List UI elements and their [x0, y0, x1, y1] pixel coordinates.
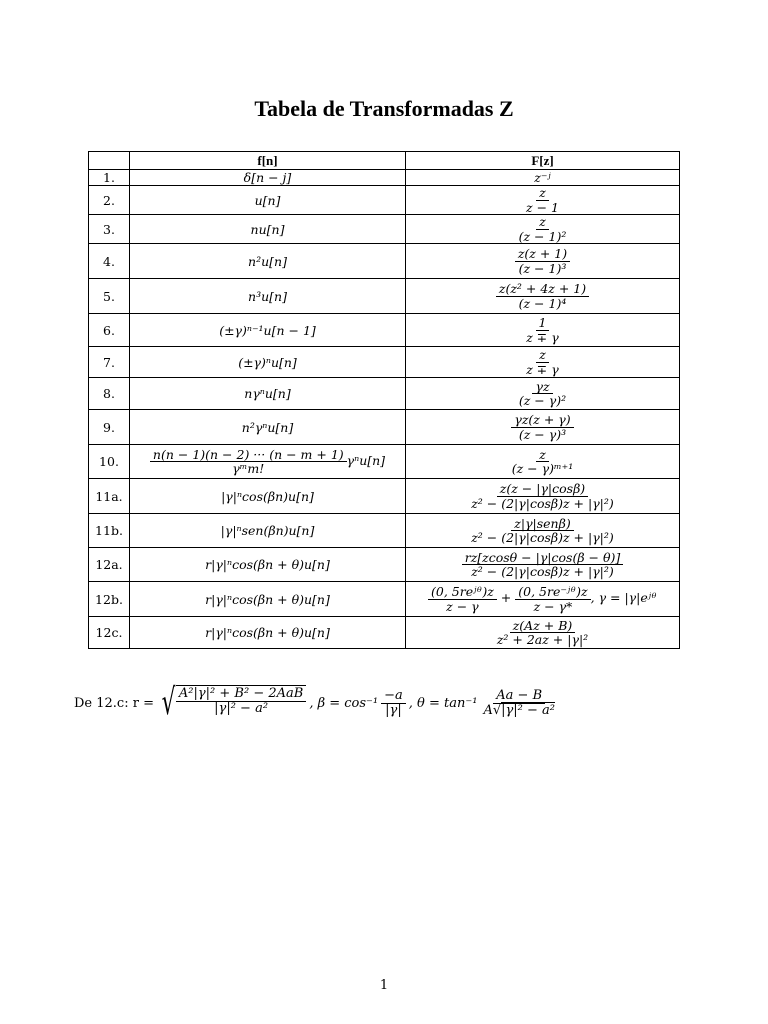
row-fz — [406, 378, 680, 410]
row-fn: u[n] — [130, 186, 406, 215]
fz-fraction — [516, 215, 570, 242]
row-fz — [406, 215, 680, 244]
row-fn: (±γ)ⁿu[n] — [130, 347, 406, 378]
row-fn — [130, 445, 406, 479]
table-row — [89, 410, 680, 445]
fz-denominator: z² − (2|γ|cosβ)z + |γ|²) — [471, 564, 614, 579]
row-fz — [406, 582, 680, 617]
fz-denominator: z² + 2az + |γ|² — [496, 632, 589, 647]
radicand — [176, 685, 306, 721]
fz-numerator: 1 — [536, 316, 550, 330]
row-fz — [406, 514, 680, 548]
row-fz — [406, 244, 680, 279]
fz-fraction — [468, 482, 617, 509]
table-row — [89, 514, 680, 548]
fz-fraction — [509, 448, 577, 475]
theta-lead: , θ = tan⁻¹ — [408, 695, 478, 711]
fz-tail: , γ = |γ|eʲᶿ — [590, 590, 657, 606]
footnote-formula — [74, 682, 558, 723]
z-transform-table — [88, 151, 680, 649]
fz-fraction — [511, 413, 573, 440]
fz-numerator: z — [536, 186, 549, 200]
row-number: 12a. — [89, 548, 130, 582]
row-number: 10. — [89, 445, 130, 479]
theta-den-root: |γ|² − a² — [501, 702, 555, 718]
sqrt-r — [157, 682, 306, 723]
row-fz — [406, 548, 680, 582]
fz-denominator: z ∓ γ — [526, 361, 559, 377]
fz-fraction — [462, 551, 624, 578]
row-fz — [406, 347, 680, 378]
row-number: 11a. — [89, 479, 130, 514]
fz-denominator-b: z − γ* — [533, 598, 573, 614]
row-fn: nu[n] — [130, 215, 406, 244]
theta-numerator: Aa − B — [493, 689, 545, 704]
row-number: 8. — [89, 378, 130, 410]
row-fz — [406, 479, 680, 514]
table-header-row — [89, 152, 680, 170]
fz-fraction — [523, 316, 561, 343]
fz-fraction — [496, 282, 589, 309]
fz-numerator: z — [536, 448, 549, 462]
plus-sign: + — [500, 590, 512, 606]
row-fn: r|γ|ⁿcos(βn + θ)u[n] — [130, 548, 406, 582]
fz-fraction — [523, 348, 561, 375]
fn-tail: γⁿu[n] — [346, 453, 386, 468]
header-fz: F[z] — [406, 152, 680, 170]
fn-numerator: n(n − 1)(n − 2) ··· (n − m + 1) — [150, 448, 347, 462]
row-fn: nγⁿu[n] — [130, 378, 406, 410]
row-fn: (±γ)ⁿ⁻¹u[n − 1] — [130, 314, 406, 347]
fz-fraction — [516, 380, 569, 407]
row-fz: z⁻ʲ — [406, 170, 680, 186]
row-number: 12b. — [89, 582, 130, 617]
fz-numerator: rz[zcosθ − |γ|cos(β − θ)] — [462, 551, 624, 565]
fz-denominator: (z − 1)⁴ — [518, 295, 567, 311]
header-blank — [89, 152, 130, 170]
row-fn: r|γ|ⁿcos(βn + θ)u[n] — [130, 617, 406, 649]
table-row — [89, 582, 680, 617]
r-numerator: A²|γ|² + B² − 2AaB — [176, 687, 306, 702]
row-fn: n²γⁿu[n] — [130, 410, 406, 445]
r-fraction — [176, 687, 306, 715]
row-number: 1. — [89, 170, 130, 186]
row-fz — [406, 186, 680, 215]
theta-denominator — [480, 704, 558, 718]
row-fn: δ[n − j] — [130, 170, 406, 186]
fz-fraction — [515, 247, 570, 274]
fz-numerator: z — [536, 215, 549, 229]
table-row — [89, 186, 680, 215]
row-fz — [406, 410, 680, 445]
fz-denominator: z − 1 — [526, 199, 559, 215]
table-row — [89, 279, 680, 314]
fz-numerator: z|γ|senβ) — [511, 517, 573, 531]
row-number: 7. — [89, 347, 130, 378]
fz-fraction — [523, 186, 562, 213]
fz-denominator: (z − γ)³ — [518, 426, 567, 442]
table-row — [89, 548, 680, 582]
fz-denominator: (z − γ)² — [518, 393, 567, 408]
fn-denominator: γᵐm! — [232, 461, 265, 476]
table-row — [89, 314, 680, 347]
table-row — [89, 244, 680, 279]
fz-denominator: (z − 1)³ — [518, 260, 567, 276]
fz-denominator: (z − γ)ᵐ⁺¹ — [511, 461, 574, 476]
row-fz — [406, 279, 680, 314]
table-row — [89, 215, 680, 244]
fz-denominator: z ∓ γ — [526, 329, 559, 345]
fz-numerator: z(z + 1) — [515, 247, 570, 261]
table-row — [89, 445, 680, 479]
footnote-lead: De 12.c: r = — [74, 695, 154, 711]
header-fn: f[n] — [130, 152, 406, 170]
row-number: 9. — [89, 410, 130, 445]
table-row — [89, 617, 680, 649]
theta-fraction — [480, 689, 558, 717]
beta-denominator: |γ| — [385, 702, 402, 718]
row-number: 12c. — [89, 617, 130, 649]
row-number: 6. — [89, 314, 130, 347]
fz-numerator: z(z − |γ|cosβ) — [497, 482, 588, 496]
fz-fraction — [468, 517, 617, 544]
fz-denominator: z² − (2|γ|cosβ)z + |γ|²) — [471, 495, 614, 511]
fz-fraction-a — [428, 585, 497, 612]
row-fn: |γ|ⁿsen(βn)u[n] — [130, 514, 406, 548]
fz-numerator: z(z² + 4z + 1) — [496, 282, 589, 296]
beta-fraction — [381, 689, 406, 717]
row-number: 11b. — [89, 514, 130, 548]
row-fz — [406, 445, 680, 479]
r-denominator: |γ|² − a² — [214, 700, 269, 716]
fz-denominator: (z − 1)² — [518, 228, 567, 244]
row-fn: |γ|ⁿcos(βn)u[n] — [130, 479, 406, 514]
fz-denominator: z² − (2|γ|cosβ)z + |γ|²) — [471, 530, 614, 545]
fz-fraction-b — [515, 585, 590, 612]
fz-numerator-a: (0, 5reʲᶿ)z — [428, 585, 497, 599]
row-number: 5. — [89, 279, 130, 314]
radical-sign: √ — [161, 682, 176, 723]
row-number: 3. — [89, 215, 130, 244]
row-fz — [406, 314, 680, 347]
beta-numerator: −a — [381, 689, 406, 704]
table-row — [89, 479, 680, 514]
theta-den-a: A — [483, 702, 493, 718]
fz-numerator: z — [536, 348, 549, 362]
row-fn: n³u[n] — [130, 279, 406, 314]
page-number: 1 — [379, 978, 389, 993]
fz-denominator-a: z − γ — [446, 598, 479, 614]
table-row — [89, 378, 680, 410]
fz-fraction — [494, 619, 591, 646]
radical-sign-small: √ — [492, 702, 502, 718]
row-fn: r|γ|ⁿcos(βn + θ)u[n] — [130, 582, 406, 617]
row-fz — [406, 617, 680, 649]
fn-fraction — [150, 448, 347, 475]
table-row — [89, 170, 680, 186]
fz-numerator: z(Az + B) — [510, 619, 576, 633]
table-row — [89, 347, 680, 378]
fz-numerator-b: (0, 5re⁻ʲᶿ)z — [515, 585, 590, 599]
fz-numerator: γz — [532, 380, 552, 394]
row-number: 4. — [89, 244, 130, 279]
row-fn: n²u[n] — [130, 244, 406, 279]
fz-numerator: γz(z + γ) — [511, 413, 573, 427]
page-title: Tabela de Transformadas Z — [254, 96, 514, 121]
row-number: 2. — [89, 186, 130, 215]
beta-lead: , β = cos⁻¹ — [309, 695, 379, 711]
